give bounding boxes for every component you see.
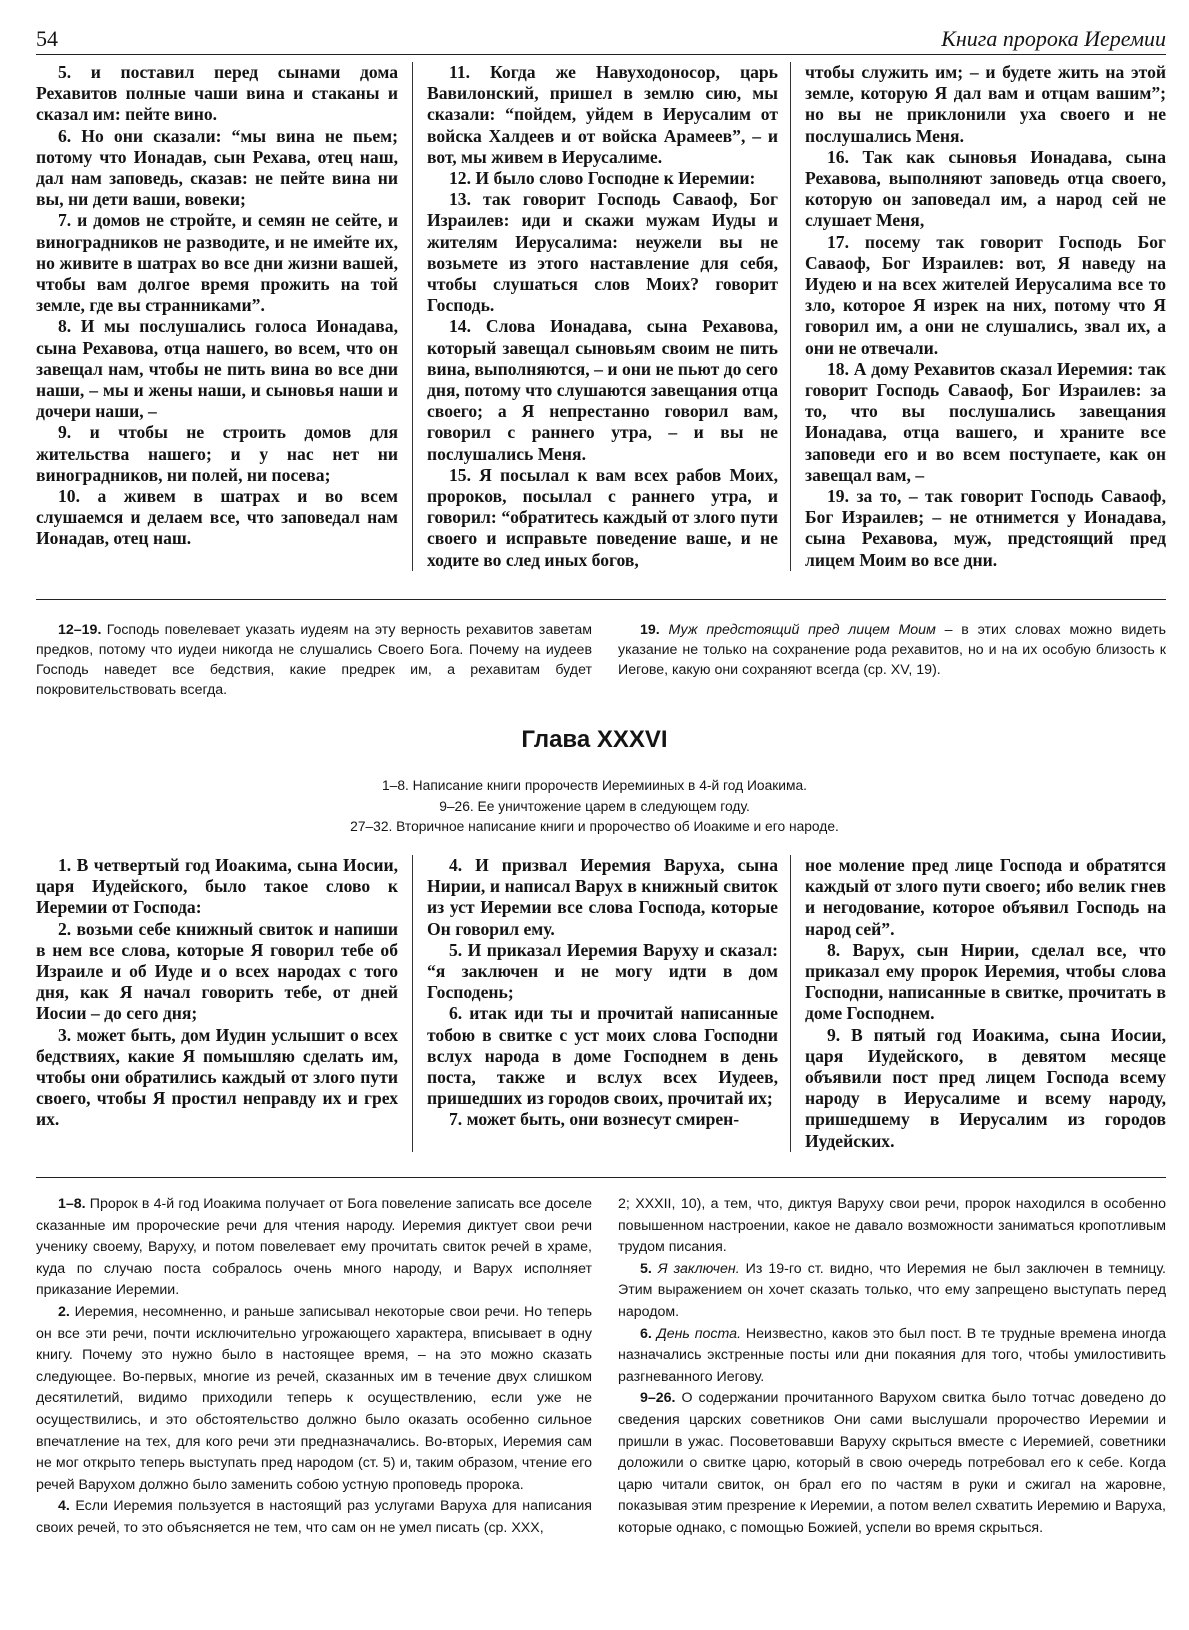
note-text: Господь повелевает указать иудеям на эту верность рехавитов заветам предков, потому что иудеи никогда не слушались Своего Бога. Почему на иудеев Господь наведет все бедствия, какие предрек им, а рехавитам будет покровительствовать всегда.: [36, 622, 592, 698]
note-text: Пророк в 4-й год Иоакима получает от Бога повеление записать все доселе сказанные им пророческие речи для чтения народу. Иеремия диктует свои речи ученику своему, Варуху, и потом повелевает ему прочитать свиток речей в храме, куда по случаю поста собралось очень много народу, и Варух исполняет приказание Иеремии.: [36, 1196, 592, 1299]
verse: 14. Слова Ионадава, сына Рехавова, который завещал сыновьям своим не пить вина, выполняются, – и они не пьют до сего дня, потому что слушаются завещания отца своего; а Я непрестанно говорил вам, говорил с раннего утра, – и вы не послушались Меня.: [427, 316, 778, 464]
verse: 19. за то, – так говорит Господь Саваоф, Бог Израилев; – не отнимется у Ионадава, сына Рехавова, муж, предстоящий пред лицем Моим во все дни.: [805, 486, 1166, 570]
chapter-summary: [0, 776, 1189, 838]
verse: 10. а живем в шатрах и во всем слушаемся и делаем все, что заповедал нам Ионадав, отец наш.: [36, 486, 398, 549]
note-text: Неизвестно, каков это был пост. В те трудные времена иногда назначались экстренные посты или дни покаяния для того, чтобы умилостивить разгневанного Иегову.: [618, 1325, 1167, 1385]
verse: 18. А дому Рехавитов сказал Иеремия: так говорит Господь Саваоф, Бог Израилев: за то, что вы послушались завещания Ионадава, отца вашего, и храните все заповеди его и во всем поступаете, как он завещал вам, –: [805, 358, 1166, 485]
commentary-note-continuation: 2; XXXII, 10), а тем, что, диктуя Варуху свои речи, пророк находился в особенно повышенном настроении, какое не давало возможности заниматься кропотливым трудом писания.: [618, 1196, 1166, 1256]
note-reference: 19.: [640, 622, 660, 638]
text-column-right: [790, 62, 1166, 571]
verse: 13. так говорит Господь Саваоф, Бог Израилев: иди и скажи мужам Иуды и жителям Иерусалима: неужели вы не возьмете из этого наставление для себя, чтобы слушаться слов Моих? говорит Господь.: [427, 189, 778, 316]
commentary-divider: [36, 599, 1166, 600]
page-number: 54: [36, 26, 58, 51]
verse: 7. и домов не стройте, и семян не сейте, и виноградников не разводите, и не имейте их, но живите в шатрах во все дни жизни вашей, чтобы вам долгое время прожить на той земле, где вы странниками”.: [36, 210, 398, 316]
text-column-middle: [412, 855, 790, 1152]
note-text: О содержании прочитанного Варухом свитка было тотчас доведено до сведения царских советников Они сами выслушали пророчество Иеремии и пришли в ужас. Посоветовавши Варуху скрыться вместе с Иеремией, советники доложили о свитке царю, который в свою очередь потребовал его к себе. Когда царю читали свиток, он брал его по частям в руки и сжигал на жаровне, показывая этим презрение к Иеремии, а потом велел схватить Иеремию и Варуха, которые однако, с помощью Божией, успели во время скрыться.: [618, 1390, 1166, 1536]
verse-continuation: ное моление пред лице Господа и обратятся каждый от злого пути своего; ибо велик гнев и негодование, которое объявил Господь на народ сей”.: [805, 855, 1166, 939]
verse: 5. и поставил перед сынами дома Рехавитов полные чаши вина и стаканы и сказал им: пейте вино.: [36, 62, 398, 125]
verse: 17. посему так говорит Господь Бог Саваоф, Бог Израилев: вот, Я наведу на Иудею и на всех жителей Иерусалима все то зло, которое Я изрек на них, потому что Я говорил им, а они не слушались, звал их, а они не отвечали.: [805, 231, 1166, 358]
note-reference: 4.: [58, 1498, 70, 1515]
chapter36-text-columns: [36, 855, 1166, 1152]
chapter35-text-columns: [36, 62, 1166, 571]
commentary-column-right: [618, 620, 1166, 700]
page-header: [36, 14, 1166, 55]
verse: 9. В пятый год Иоакима, сына Иосии, царя Иудейского, в девятом месяце объявили пост пред лицем Господа всему народу в Иерусалиме и всему народу, пришедшему в Иерусалим из городов Иудейских.: [805, 1024, 1166, 1151]
commentary-note: [618, 1324, 1166, 1389]
verse: 16. Так как сыновья Ионадава, сына Рехавова, выполняют заповедь отца своего, которую он заповедал им, а народ сей не слушает Меня,: [805, 146, 1166, 231]
note-text: – в этих словах можно видеть указание не только на сохранение рода рехавитов, но и на их особую близость к Иегове, какую они сохраняют всегда (ср. XV, 19).: [618, 622, 1166, 678]
commentary-divider: [36, 1177, 1166, 1178]
summary-line: 1–8. Написание книги пророчеств Иеремииных в 4-й год Иоакима.: [382, 778, 807, 793]
note-reference: 2.: [58, 1303, 70, 1320]
commentary-note: [36, 620, 592, 700]
commentary-note: [618, 620, 1166, 680]
verse: 8. И мы послушались голоса Ионадава, сына Рехавова, отца нашего, во всем, что он завещал нам, чтобы не пить вина во все дни наши, – мы и жены наши, и сыновья наши и дочери наши, –: [36, 316, 398, 422]
verse: 6. Но они сказали: “мы вина не пьем; потому что Ионадав, сын Рехава, отец наш, дал нам заповедь, сказав: не пейте вина ни вы, ни дети ваши, вовеки;: [36, 125, 398, 210]
commentary-note: [618, 1388, 1166, 1539]
commentary-note: [36, 1194, 592, 1302]
note-phrase: День поста.: [656, 1325, 742, 1342]
note-phrase: Я заключен.: [657, 1260, 740, 1277]
running-title: Книга пророка Иеремии: [941, 26, 1166, 51]
chapter36-commentary: [36, 1194, 1166, 1540]
commentary-column-left: [36, 1194, 592, 1540]
verse: 5. И приказал Иеремия Варуху и сказал: “я заключен и не могу идти в дом Господень;: [427, 939, 778, 1003]
verse: 7. может быть, они вознесут смирен-: [449, 1109, 740, 1130]
commentary-note: [36, 1302, 592, 1496]
text-column-right: [790, 855, 1166, 1152]
commentary-note: [36, 1496, 592, 1539]
chapter-title: Глава XXXVI: [521, 726, 668, 753]
summary-line: 9–26. Ее уничтожение царем в следующем году.: [439, 798, 750, 814]
verse: 1. В четвертый год Иоакима, сына Иосии, царя Иудейского, было такое слово к Иеремии от Господа:: [36, 855, 398, 918]
verse: 12. И было слово Господне к Иеремии:: [449, 168, 756, 189]
verse: 8. Варух, сын Нирии, сделал все, что приказал ему пророк Иеремия, чтобы слова Господни, написанные в свитке, прочитать в доме Господнем.: [805, 939, 1166, 1024]
text-column-middle: [412, 62, 790, 571]
verse: 3. может быть, дом Иудин услышит о всех бедствиях, какие Я помышляю сделать им, чтобы они обратились каждый от злого пути своего, чтобы Я простил неправду их и грех их.: [36, 1024, 398, 1130]
summary-line: 27–32. Вторичное написание книги и пророчество об Иоакиме и его народе.: [350, 819, 839, 834]
commentary-note: [618, 1259, 1166, 1324]
note-phrase: Муж предстоящий пред лицем Моим: [668, 622, 936, 638]
verse: 15. Я посылал к вам всех рабов Моих, пророков, посылал с раннего утра, и говорил: “обратитесь каждый от злого пути своего и исправьте поведение ваше, и не ходите во след иных богов,: [427, 464, 778, 570]
text-column-left: [36, 62, 412, 571]
text-column-left: [36, 855, 412, 1152]
note-text: Иеремия, несомненно, и раньше записывал некоторые свои речи. Но теперь он все эти речи, почти исключительно угрожающего характера, вписывает в одну книгу. Почему это нужно было в настоящее время, – на это можно сказать следующее. Во-первых, многие из речей, сказанных им в течение двух слишком десятилетий, видимо приходили теперь к осуществлению, если уже не осуществились, и это обстоятельство должно было оказать особенно сильное впечатление на тех, для кого речи эти предназначались. Во-вторых, Иеремия сам не мог открыто теперь выступать пред народом (ст. 5) и, таким образом, чтение его речей Варухом должно было заменить собою устную проповедь пророка.: [36, 1303, 592, 1493]
note-reference: 6.: [640, 1325, 652, 1342]
note-text: Из 19-го ст. видно, что Иеремия не был заключен в темницу. Этим выражением он хочет сказать только, что ему запрещено выступать перед народом.: [618, 1260, 1167, 1320]
commentary-column-right: [618, 1194, 1166, 1540]
note-text: Если Иеремия пользуется в настоящий раз услугами Варуха для написания своих речей, то это объясняется не тем, что сам он не умел писать (ср. XXX,: [36, 1498, 592, 1536]
note-reference: 9–26.: [640, 1390, 676, 1407]
verse: 6. итак иди ты и прочитай написанные тобою в свитке с уст моих слова Господни вслух народа в доме Господнем в день поста, также и вслух всех Иудеев, пришедших из городов своих, прочитай их;: [427, 1003, 778, 1109]
chapter35-commentary: [36, 620, 1166, 700]
note-reference: 5.: [640, 1260, 652, 1277]
commentary-column-left: [36, 620, 592, 700]
verse: 9. и чтобы не строить домов для жительства нашего; и у нас нет ни виноградников, ни полей, ни посева;: [36, 422, 398, 485]
note-reference: 12–19.: [58, 622, 102, 638]
verse: 11. Когда же Навуходоносор, царь Вавилонский, пришел в землю сию, мы сказали: “пойдем, уйдем в Иерусалим от войска Халдеев и от войска Арамеев”, – и вот, мы живем в Иерусалиме.: [427, 62, 778, 167]
note-reference: 1–8.: [58, 1196, 86, 1212]
verse-continuation: чтобы служить им; – и будете жить на этой земле, которую Я дал вам и отцам вашим”; но вы не приклонили уха своего и не послушались Меня.: [805, 62, 1166, 146]
verse: 4. И призвал Иеремия Варуха, сына Нирии, и написал Варух в книжный свиток из уст Иеремии все слова Господа, которые Он говорил ему.: [427, 855, 778, 939]
verse: 2. возьми себе книжный свиток и напиши в нем все слова, которые Я говорил тебе об Израиле и об Иуде и о всех народах с того дня, как Я начал говорить тебе, от дней Иосии – до сего дня;: [36, 918, 398, 1024]
